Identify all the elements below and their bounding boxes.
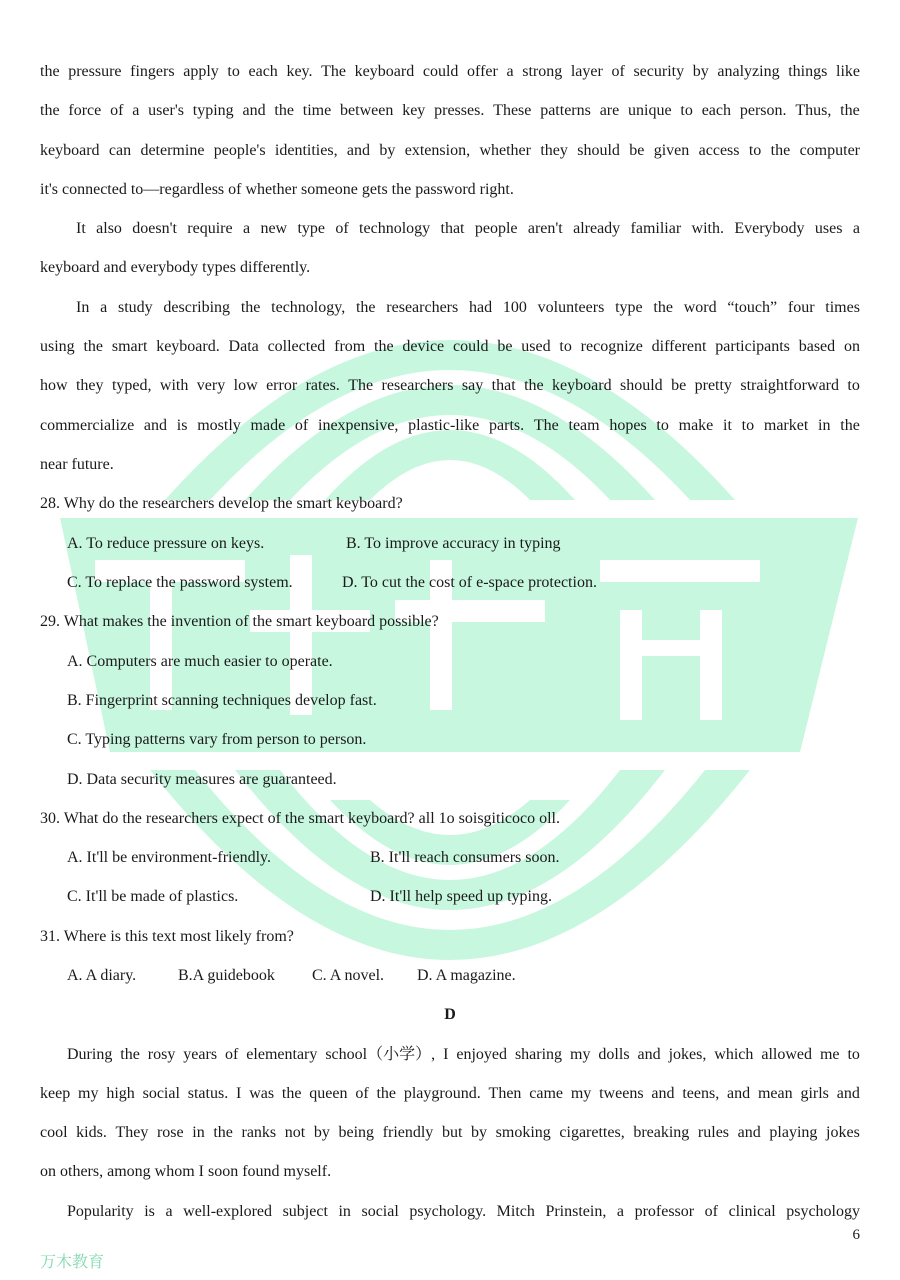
word: mean — [757, 1085, 793, 1102]
word: but — [441, 1124, 463, 1141]
word: professor — [634, 1203, 695, 1220]
word: dolls — [598, 1046, 630, 1063]
passage-c-p1-line — [40, 62, 860, 82]
question-31-option-a: A. A diary. — [67, 967, 137, 984]
word: a — [852, 220, 860, 237]
word: whether — [479, 142, 531, 159]
word: a — [242, 220, 251, 237]
word: computer — [799, 142, 860, 159]
question-31-option-b: B.A guidebook — [178, 967, 275, 984]
word: made — [250, 417, 286, 434]
word: of — [704, 1203, 718, 1220]
word: smart — [111, 338, 148, 355]
word: volunteers — [537, 299, 605, 316]
word: During — [67, 1046, 113, 1063]
word: times — [825, 299, 860, 316]
word: keyboard — [552, 377, 612, 394]
word: friendly — [382, 1124, 434, 1141]
word: extension, — [404, 142, 471, 159]
word: already — [573, 220, 621, 237]
word: how — [40, 377, 68, 394]
word: by — [692, 63, 709, 80]
watermark-text: 万木教育 — [40, 1252, 105, 1271]
word: of — [225, 1046, 239, 1063]
question-29-option-a: A. Computers are much easier to operate. — [67, 653, 333, 670]
word: Then — [488, 1085, 522, 1102]
word: to — [656, 417, 669, 434]
word: the — [653, 299, 673, 316]
word: and — [836, 1085, 860, 1102]
word: in — [818, 417, 831, 434]
word: by — [379, 142, 396, 159]
word: determine — [140, 142, 205, 159]
word: of — [294, 417, 309, 434]
word: tweens — [599, 1085, 644, 1102]
question-30-option-b: B. It'll reach consumers soon. — [370, 849, 560, 866]
word: to — [847, 377, 860, 394]
word: not — [284, 1124, 306, 1141]
word: kids. — [76, 1124, 107, 1141]
word: patterns — [540, 102, 591, 119]
question-28-option-b: B. To improve accuracy in typing — [346, 535, 561, 552]
word: of — [110, 102, 124, 119]
word: to — [227, 63, 240, 80]
word: the — [840, 102, 860, 119]
word: access — [698, 142, 740, 159]
word: the — [281, 1085, 302, 1102]
word: girls — [800, 1085, 829, 1102]
word: each — [248, 63, 278, 80]
word: keyboard — [354, 63, 415, 80]
word: different — [651, 338, 707, 355]
word: between — [340, 102, 394, 119]
word: should — [619, 377, 663, 394]
question-30-option-d: D. It'll help speed up typing. — [370, 888, 552, 905]
word: I — [236, 1085, 242, 1102]
word: to — [680, 102, 693, 119]
question-28-stem: 28. Why do the researchers develop the smart keyboard? — [40, 495, 403, 512]
word: that — [491, 377, 516, 394]
word: a — [165, 1203, 173, 1220]
word: on — [843, 338, 860, 355]
word: with — [159, 377, 189, 394]
word: to — [741, 417, 755, 434]
word: type — [297, 220, 325, 237]
word: queen — [309, 1085, 348, 1102]
word: breaking — [633, 1124, 690, 1141]
word: collected — [267, 338, 326, 355]
word: of — [611, 63, 625, 80]
word: by — [313, 1124, 330, 1141]
word: is — [144, 1203, 155, 1220]
word: enjoyed — [456, 1046, 507, 1063]
word: was — [249, 1085, 275, 1102]
word: device — [402, 338, 445, 355]
word: playground. — [403, 1085, 481, 1102]
word: should — [577, 142, 620, 159]
word: social — [142, 1085, 180, 1102]
question-31-stem: 31. Where is this text most likely from? — [40, 928, 294, 945]
word: well-explored — [183, 1203, 272, 1220]
word: force — [68, 102, 102, 119]
word: cigarettes, — [559, 1124, 625, 1141]
word: the — [770, 142, 791, 159]
question-30-stem: 30. What do the researchers expect of the smart keyboard? all 1o soisgiticoco oll. — [40, 810, 560, 827]
passage-c-p3-line — [40, 337, 860, 357]
word: teens, — [682, 1085, 720, 1102]
word: error — [266, 377, 298, 394]
word: social — [361, 1203, 399, 1220]
word: word — [683, 299, 717, 316]
word: in — [338, 1203, 351, 1220]
word: it — [723, 417, 732, 434]
word: to — [559, 338, 572, 355]
word: plastic-like — [408, 417, 480, 434]
word: be — [629, 142, 645, 159]
word: a — [132, 102, 140, 119]
word: study — [117, 299, 153, 316]
word: allowed — [761, 1046, 813, 1063]
word: used — [521, 338, 551, 355]
word: keep — [40, 1085, 71, 1102]
word: my — [570, 1085, 592, 1102]
word: uses — [814, 220, 843, 237]
word: be — [497, 338, 513, 355]
word: and — [651, 1085, 675, 1102]
word: The — [321, 63, 347, 80]
word: my — [570, 1046, 591, 1063]
question-28-option-d: D. To cut the cost of e-space protection. — [342, 574, 597, 591]
word: and — [143, 417, 168, 434]
word: the — [120, 1046, 140, 1063]
word: researchers — [381, 377, 454, 394]
passage-c-p3-line — [76, 298, 860, 318]
word: status. — [187, 1085, 229, 1102]
word: the — [376, 1085, 397, 1102]
word: a — [616, 1203, 624, 1220]
word: The — [533, 417, 559, 434]
word: the — [213, 1124, 233, 1141]
word: user's — [148, 102, 184, 119]
passage-c-p1-line — [40, 101, 860, 121]
word: parts. — [489, 417, 525, 434]
word: playing — [769, 1124, 818, 1141]
word: the — [524, 377, 544, 394]
passage-d-p1-line — [40, 1084, 860, 1104]
word: to — [847, 1046, 860, 1063]
word: and — [346, 142, 371, 159]
word: school（小学）, — [325, 1046, 436, 1063]
word: my — [78, 1085, 99, 1102]
word: Prinstein, — [545, 1203, 607, 1220]
passage-c-p3-line: near future. — [40, 456, 114, 473]
word: pressure — [68, 63, 122, 80]
word: ranks — [241, 1124, 277, 1141]
word: that — [440, 220, 465, 237]
word: describing — [163, 299, 231, 316]
word: jokes, — [668, 1046, 707, 1063]
word: using — [40, 338, 75, 355]
word: of — [355, 1085, 369, 1102]
word: things — [788, 63, 828, 80]
word: rose — [156, 1124, 184, 1141]
word: technology — [359, 220, 431, 237]
word: given — [653, 142, 690, 159]
word: require — [187, 220, 233, 237]
word: hopes — [609, 417, 647, 434]
question-30-option-c: C. It'll be made of plastics. — [67, 888, 239, 905]
word: the — [40, 102, 60, 119]
question-29-option-c: C. Typing patterns vary from person to person. — [67, 731, 367, 748]
word: rules — [697, 1124, 730, 1141]
word: had — [469, 299, 493, 316]
word: Thus, — [795, 102, 832, 119]
word: like — [836, 63, 860, 80]
word: the — [274, 102, 294, 119]
word: can — [108, 142, 132, 159]
question-29-stem: 29. What makes the invention of the smart keyboard possible? — [40, 613, 439, 630]
word: offer — [467, 63, 498, 80]
word: say — [461, 377, 484, 394]
word: four — [787, 299, 815, 316]
passage-c-p3-line — [40, 416, 860, 436]
word: recognize — [580, 338, 643, 355]
word: in — [192, 1124, 205, 1141]
word: psychology. — [409, 1203, 487, 1220]
word: and — [637, 1046, 661, 1063]
question-29-option-d: D. Data security measures are guaranteed. — [67, 771, 337, 788]
passage-d-heading: D — [444, 1006, 456, 1023]
word: are — [599, 102, 620, 119]
word: me — [819, 1046, 840, 1063]
word: the — [40, 63, 60, 80]
word: could — [422, 63, 459, 80]
word: be — [671, 377, 687, 394]
word: pretty — [694, 377, 732, 394]
word: key — [402, 102, 426, 119]
word: high — [106, 1085, 135, 1102]
word: presses. — [434, 102, 485, 119]
word: participants — [715, 338, 790, 355]
question-29-option-b: B. Fingerprint scanning techniques develop fast. — [67, 692, 377, 709]
word: Mitch — [496, 1203, 535, 1220]
word: cool — [40, 1124, 68, 1141]
word: identities, — [274, 142, 338, 159]
passage-d-p1-line: on others, among whom I soon found myself. — [40, 1163, 332, 1180]
word: time — [302, 102, 332, 119]
passage-c-p2-line — [76, 219, 860, 239]
word: commercialize — [40, 417, 135, 434]
word: rates. — [305, 377, 340, 394]
word: being — [338, 1124, 375, 1141]
word: It — [76, 220, 86, 237]
word: they — [75, 377, 104, 394]
word: elementary — [246, 1046, 318, 1063]
word: researchers — [386, 299, 459, 316]
word: inexpensive, — [318, 417, 399, 434]
word: which — [714, 1046, 754, 1063]
word: doesn't — [132, 220, 177, 237]
question-31-option-c: C. A novel. — [312, 967, 385, 984]
word: I — [443, 1046, 449, 1063]
word: a — [100, 299, 108, 316]
word: smoking — [495, 1124, 551, 1141]
word: unique — [628, 102, 672, 119]
word: typing — [192, 102, 234, 119]
word: and — [727, 1085, 751, 1102]
word: psychology — [786, 1203, 860, 1220]
word: jokes — [826, 1124, 860, 1141]
passage-c-p3-line — [40, 376, 860, 396]
word: years — [183, 1046, 218, 1063]
word: In — [76, 299, 90, 316]
word: to — [748, 142, 762, 159]
question-31-option-d: D. A magazine. — [417, 967, 516, 984]
word: “touch” — [727, 299, 778, 316]
passage-c-p1-line — [40, 141, 860, 161]
question-30-option-a: A. It'll be environment-friendly. — [67, 849, 272, 866]
word: Everybody — [734, 220, 805, 237]
passage-d-p2-line — [67, 1202, 860, 1222]
word: type — [615, 299, 643, 316]
word: strong — [522, 63, 563, 80]
word: Popularity — [67, 1203, 134, 1220]
word: key. — [286, 63, 313, 80]
word: the — [355, 299, 376, 316]
word: analyzing — [717, 63, 780, 80]
word: keyboard — [40, 142, 100, 159]
word: team — [568, 417, 600, 434]
question-28-option-c: C. To replace the password system. — [67, 574, 293, 591]
word: of — [335, 220, 349, 237]
word: is — [176, 417, 188, 434]
word: straightforward — [740, 377, 839, 394]
question-28-option-a: A. To reduce pressure on keys. — [67, 535, 265, 552]
word: apply — [183, 63, 219, 80]
word: the — [240, 299, 261, 316]
word: by — [471, 1124, 488, 1141]
word: person. — [739, 102, 787, 119]
word: low — [233, 377, 258, 394]
word: the — [83, 338, 104, 355]
word: fingers — [130, 63, 175, 80]
passage-d-p1-line — [67, 1045, 860, 1065]
passage-c-p2-line: keyboard and everybody types differently. — [40, 259, 311, 276]
word: also — [96, 220, 122, 237]
word: the — [374, 338, 394, 355]
word: the — [840, 417, 860, 434]
word: security — [633, 63, 685, 80]
word: The — [348, 377, 374, 394]
word: keyboard. — [156, 338, 220, 355]
word: market — [763, 417, 809, 434]
word: they — [540, 142, 568, 159]
passage-d-p1-line — [40, 1123, 860, 1143]
word: These — [493, 102, 532, 119]
word: aren't — [527, 220, 563, 237]
word: clinical — [728, 1203, 776, 1220]
word: and — [737, 1124, 761, 1141]
passage-c-p1-line: it's connected to—regardless of whether someone gets the password right. — [40, 181, 514, 198]
word: from — [334, 338, 366, 355]
word: Data — [228, 338, 259, 355]
word: a — [506, 63, 514, 80]
word: subject — [282, 1203, 328, 1220]
word: people — [474, 220, 518, 237]
word: technology, — [271, 299, 346, 316]
word: layer — [570, 63, 603, 80]
word: 100 — [502, 299, 527, 316]
word: rosy — [147, 1046, 176, 1063]
word: could — [452, 338, 489, 355]
word: each — [701, 102, 732, 119]
word: based — [798, 338, 836, 355]
word: typed, — [111, 377, 152, 394]
word: very — [196, 377, 226, 394]
word: people's — [213, 142, 266, 159]
word: with. — [691, 220, 724, 237]
word: sharing — [514, 1046, 563, 1063]
word: and — [242, 102, 266, 119]
word: mostly — [197, 417, 241, 434]
word: new — [260, 220, 288, 237]
word: make — [678, 417, 714, 434]
word: came — [529, 1085, 563, 1102]
word: They — [115, 1124, 149, 1141]
word: familiar — [630, 220, 682, 237]
page-number: 6 — [852, 1227, 860, 1243]
